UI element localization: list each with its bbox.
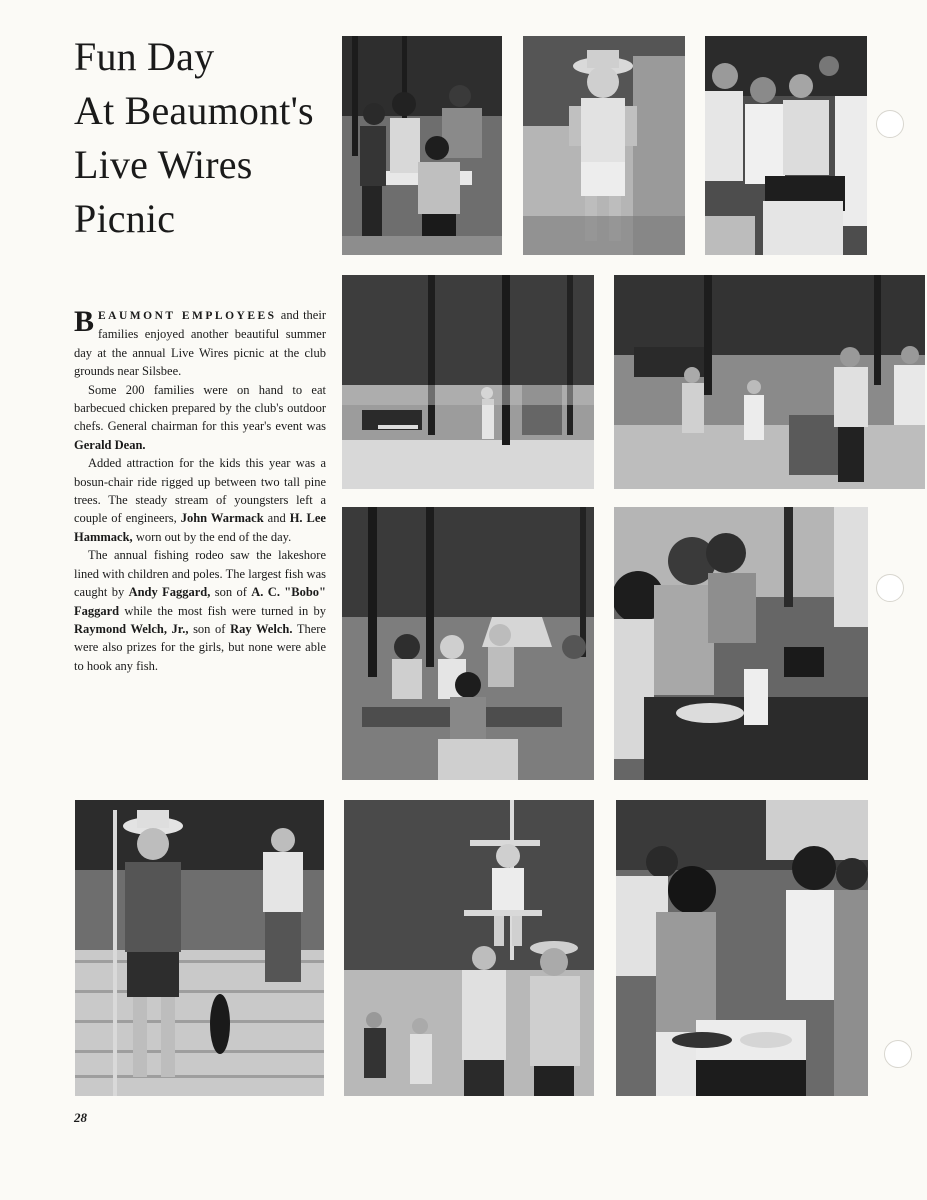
paragraph-4-text-d: son of	[188, 621, 231, 636]
paragraph-4-text-c: while the most fish were turned in by	[119, 603, 326, 618]
page-number: 28	[74, 1110, 87, 1125]
photo-serving-line	[342, 36, 502, 255]
name-gerald-dean: Gerald Dean.	[74, 437, 146, 452]
name-john-warmack: John Warmack	[180, 511, 264, 526]
binder-hole-bottom	[884, 1040, 912, 1068]
title-line-2: At Beaumont's	[74, 88, 314, 133]
article-title	[74, 30, 344, 246]
name-andy-faggard: Andy Faggard,	[128, 585, 211, 600]
photo-crowd-car	[614, 275, 925, 489]
photo-bosun-chair	[344, 800, 594, 1096]
paragraph-4-text-e: There were also prizes for the girls, but none were able to hook any fish.	[74, 621, 326, 673]
paragraph-1	[74, 306, 326, 381]
photo-kids-table	[342, 507, 594, 780]
article-body	[74, 306, 326, 675]
paragraph-4-text-b: son of	[210, 585, 252, 600]
binder-hole-middle	[876, 574, 904, 602]
name-lee-hammack: H. Lee Hammack,	[74, 511, 326, 544]
name-bobo-faggard: A. C. "Bobo" Faggard	[74, 585, 326, 618]
photo-picnic-grounds	[342, 275, 594, 489]
photo-men-grilling	[705, 36, 867, 255]
paragraph-2	[74, 381, 326, 455]
binder-hole-top	[876, 110, 904, 138]
title-line-4: Picnic	[74, 196, 176, 241]
photo-boy-cowboy-hat	[523, 36, 685, 255]
title-line-3: Live Wires	[74, 142, 253, 187]
paragraph-4-text-a: The annual fishing rodeo saw the lakeshore lined with children and poles. The largest fish was caught by	[74, 548, 326, 600]
title-line-1: Fun Day	[74, 34, 215, 79]
drop-cap: B	[74, 305, 95, 338]
paragraph-4	[74, 546, 326, 675]
paragraph-3	[74, 454, 326, 546]
paragraph-3-text-a: Added attraction for the kids this year was a bosun-chair ride rigged up between two tall pine trees. The steady stream of youngsters left a couple of engineers,	[74, 456, 326, 526]
paragraph-3-text-b: and	[263, 511, 290, 526]
lead-caps: EAUMONT EMPLOYEES	[98, 310, 277, 322]
photo-boy-with-fish	[75, 800, 324, 1096]
paragraph-1-text: and their families enjoyed another beautiful summer day at the annual Live Wires picnic at the club grounds near Silsbee.	[74, 308, 326, 379]
paragraph-2-text: Some 200 families were on hand to eat barbecued chicken prepared by the club's outdoor chefs. General chairman for this year's event was	[74, 382, 326, 434]
photo-women-serving	[616, 800, 868, 1096]
name-ray-welch: Ray Welch.	[230, 621, 293, 636]
name-raymond-welch-jr: Raymond Welch, Jr.,	[74, 621, 189, 636]
photo-adults-eating	[614, 507, 868, 780]
paragraph-3-text-c: worn out by the end of the day.	[132, 529, 292, 544]
